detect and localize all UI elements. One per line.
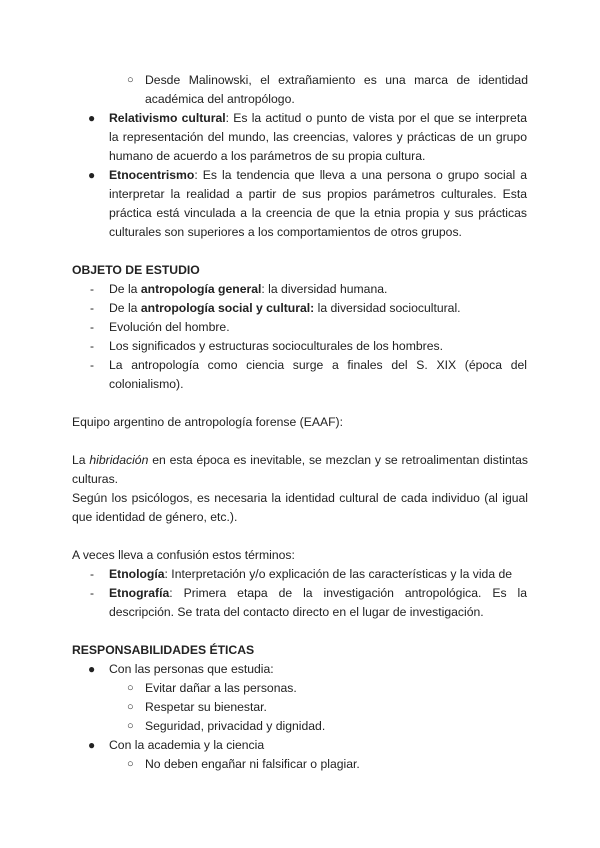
dash-bullet-icon: -: [90, 358, 94, 372]
dash-bullet-icon: -: [90, 320, 94, 334]
list-item: [145, 755, 528, 774]
bullet-icon: ●: [88, 168, 96, 182]
list-item: [109, 109, 527, 166]
text-run: Desde Malinowski, el extrañamiento es una marca de identidad académica del antropólogo.: [145, 73, 528, 106]
confusion-intro: A veces lleva a confusión estos términos:: [72, 548, 295, 562]
section-heading: OBJETO DE ESTUDIO: [72, 263, 200, 277]
section-heading: RESPONSABILIDADES ÉTICAS: [72, 643, 255, 657]
bold-term: Etnografía: [109, 586, 170, 600]
list-item: [145, 698, 528, 717]
text-run: Los significados y estructuras socioculturales de los hombres.: [109, 339, 443, 353]
text-run: Con la academia y la ciencia: [109, 738, 265, 752]
list-item: [145, 679, 528, 698]
bold-term: antropología general: [140, 282, 262, 296]
text-run: : Interpretación y/o explicación de las características y la vida de: [164, 567, 513, 581]
text-run: en esta época es inevitable, se mezclan y se retroalimentan distintas culturas.: [72, 453, 528, 486]
list-item: [109, 166, 527, 242]
text-run: Evolución del hombre.: [109, 320, 230, 334]
list-item: [109, 337, 527, 356]
bold-term: Etnocentrismo: [109, 168, 195, 182]
text-run: : Es la tendencia que lleva a una persona o grupo social a interpretar la realidad a partir de sus propios parámetros culturales. Esta práctica está vinculada a la creencia de que la etnia propia y sus prácticas culturales son superiores a los comportamientos de otros grupos.: [109, 168, 527, 239]
psicologos-paragraph: Según los psicólogos, es necesaria la identidad cultural de cada individuo (al igual que identidad de género, etc.).: [72, 491, 528, 524]
list-item: [109, 299, 527, 318]
hollow-bullet-icon: ○: [127, 720, 134, 732]
list-item: [109, 318, 527, 337]
eaaf-paragraph: Equipo argentino de antropología forense (EAAF):: [72, 415, 344, 429]
dash-bullet-icon: -: [90, 567, 94, 581]
hibridacion-paragraph: [72, 451, 528, 489]
list-item: [109, 736, 527, 755]
text-run: : Es la actitud o punto de vista por el que se interpreta la representación del mundo, las creencias, valores y prácticas de un grupo humano de acuerdo a los parámetros de su propia cultura.: [109, 111, 527, 163]
text-run: Con las personas que estudia:: [109, 662, 274, 676]
text-run: No deben engañar ni falsificar o plagiar.: [145, 757, 360, 771]
list-item: [109, 660, 527, 679]
bullet-icon: ●: [88, 111, 96, 125]
dash-bullet-icon: -: [90, 301, 94, 315]
bullet-icon: ●: [88, 662, 96, 676]
dash-bullet-icon: -: [90, 339, 94, 353]
hollow-bullet-icon: ○: [127, 758, 134, 770]
text-run: De la: [109, 282, 141, 296]
list-item: [145, 71, 528, 109]
list-item: [109, 280, 527, 299]
dash-bullet-icon: -: [90, 282, 94, 296]
text-run: De la: [109, 301, 141, 315]
text-run: Seguridad, privacidad y dignidad.: [145, 719, 326, 733]
dash-bullet-icon: -: [90, 586, 94, 600]
text-run: Evitar dañar a las personas.: [145, 681, 297, 695]
text-run: la diversidad sociocultural.: [314, 301, 461, 315]
text-run: : la diversidad humana.: [261, 282, 388, 296]
text-run: La: [72, 453, 90, 467]
bold-term: antropología social y cultural:: [140, 301, 315, 315]
list-item: [109, 565, 527, 584]
italic-term: hibridación: [89, 453, 149, 467]
list-item: [145, 717, 528, 736]
bold-term: Etnología: [109, 567, 165, 581]
hollow-bullet-icon: ○: [127, 701, 134, 713]
text-run: : Primera etapa de la investigación antropológica. Es la descripción. Se trata del contacto directo en el lugar de investigación.: [109, 586, 527, 619]
bullet-icon: ●: [88, 738, 96, 752]
text-run: Respetar su bienestar.: [145, 700, 267, 714]
bold-term: Relativismo cultural: [109, 111, 226, 125]
hollow-bullet-icon: ○: [127, 74, 134, 86]
hollow-bullet-icon: ○: [127, 682, 134, 694]
list-item: [109, 584, 527, 622]
text-run: La antropología como ciencia surge a finales del S. XIX (época del colonialismo).: [109, 358, 527, 391]
list-item: [109, 356, 527, 394]
